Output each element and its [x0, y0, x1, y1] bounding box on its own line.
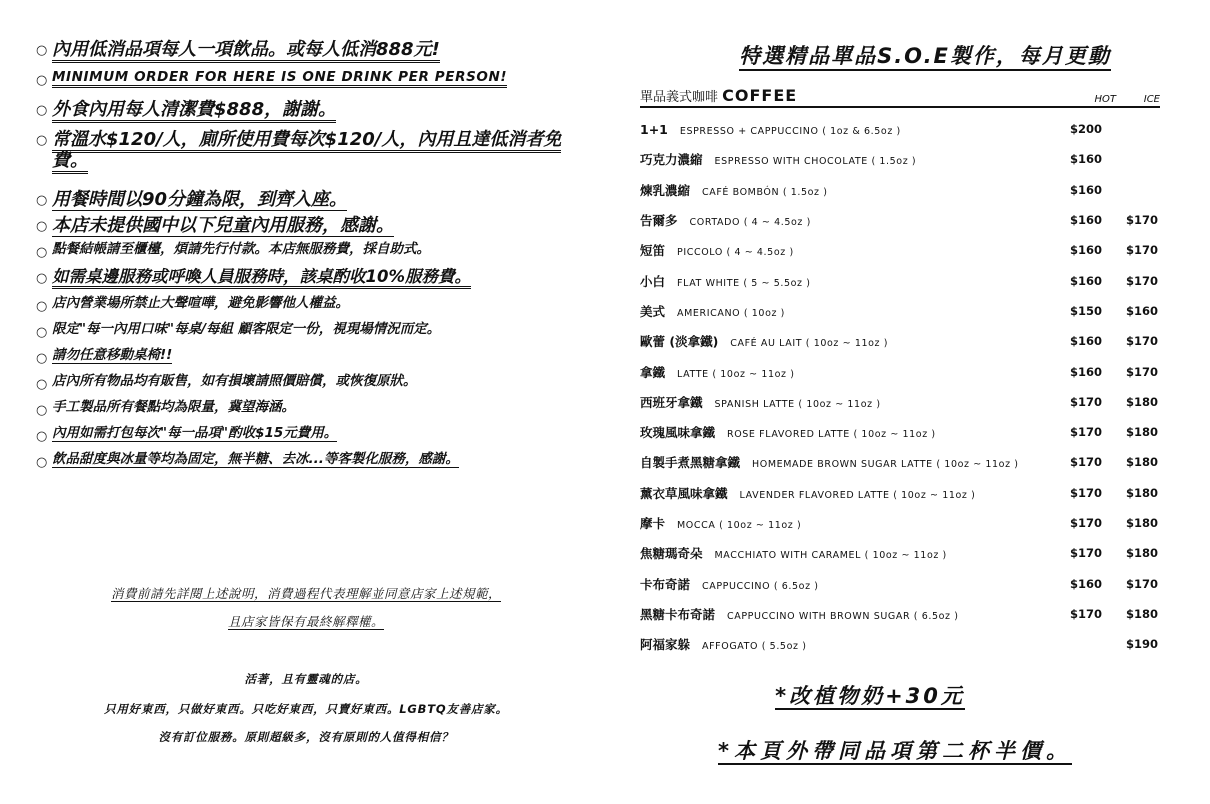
price-hot: $200 — [1070, 122, 1103, 137]
section-title: 單品義式咖啡 COFFEE — [640, 86, 798, 105]
price-ice: $180 — [1126, 546, 1159, 561]
price-ice: $180 — [1126, 516, 1159, 530]
motto-line: 只用好東西，只做好東西。只吃好東西，只賣好東西。LGBTQ友善店家。 — [104, 702, 508, 716]
rule-text: 手工製品所有餐點均為限量，冀望海涵。 — [52, 399, 295, 415]
menu-item — [640, 568, 1170, 598]
circle-bullet-icon: ○ — [36, 193, 48, 208]
item-name — [640, 272, 1070, 290]
rule-text: 點餐結帳請至櫃檯，煩請先行付款。本店無服務費，採自助式。 — [52, 241, 430, 257]
circle-bullet-icon: ○ — [36, 219, 48, 234]
price-hot: $160 — [1070, 213, 1103, 228]
item-name — [640, 605, 1070, 623]
item-name-en: CAFÉ BOMBÓN ( 1.5oz ) — [702, 186, 828, 198]
item-name — [640, 332, 1070, 350]
item-name — [640, 514, 1070, 532]
price-hot: $170 — [1070, 425, 1103, 440]
menu-item — [640, 417, 1170, 447]
item-name — [640, 122, 1070, 137]
rule-text: 店內所有物品均有販售，如有損壞請照價賠償，或恢復原狀。 — [52, 373, 417, 389]
price-hot: $150 — [1070, 303, 1103, 318]
item-name — [640, 363, 1070, 381]
plant-milk-note: *改植物奶+30元 — [775, 684, 965, 708]
coffee-menu — [640, 40, 1170, 659]
menu-item — [640, 144, 1170, 174]
price-hot: $170 — [1070, 394, 1103, 409]
rule-item — [36, 130, 596, 190]
item-name-zh: 煉乳濃縮 — [640, 182, 691, 198]
item-name-en: ESPRESSO WITH CHOCOLATE ( 1.5oz ) — [714, 156, 917, 168]
price-hot: $160 — [1070, 273, 1103, 288]
menu-item — [640, 387, 1170, 417]
menu-item — [640, 599, 1170, 629]
item-name-en: ROSE FLAVORED LATTE ( 10oz ~ 11oz ) — [727, 429, 936, 441]
item-name-zh: 小白 — [640, 273, 666, 289]
item-name-zh: 歐蕾 (淡拿鐵) — [640, 334, 719, 350]
item-name — [640, 393, 1070, 411]
price-hot: $160 — [1070, 152, 1103, 167]
item-name-zh: 阿福家躲 — [640, 637, 691, 653]
item-name — [640, 302, 1070, 320]
column-header-ice: ICE — [1143, 94, 1160, 105]
rule-item — [36, 216, 596, 242]
price-ice: $180 — [1126, 455, 1159, 470]
rule-text: 限定"每一內用口味"每桌/每組 顧客限定一份，視現場情況而定。 — [52, 321, 441, 337]
item-name-en: CAPPUCCINO ( 6.5oz ) — [702, 580, 819, 592]
price-ice: $180 — [1126, 394, 1159, 409]
item-name-en: HOMEMADE BROWN SUGAR LATTE ( 10oz ~ 11oz ) — [752, 459, 1019, 471]
rule-item — [36, 400, 596, 426]
item-name — [640, 241, 1070, 259]
price-hot: $170 — [1070, 485, 1103, 500]
circle-bullet-icon: ○ — [36, 73, 48, 88]
circle-bullet-icon: ○ — [36, 429, 48, 444]
circle-bullet-icon: ○ — [36, 403, 48, 418]
menu-item — [640, 356, 1170, 386]
circle-bullet-icon: ○ — [36, 377, 48, 392]
rule-text: 外食內用每人清潔費$888，謝謝。 — [52, 99, 336, 123]
item-name-zh: 短笛 — [640, 243, 666, 259]
menu-section-header — [640, 86, 1160, 108]
price-ice: $170 — [1126, 273, 1159, 288]
item-name-zh: 巧克力濃縮 — [640, 152, 703, 168]
menu-item — [640, 629, 1170, 659]
circle-bullet-icon: ○ — [36, 133, 48, 148]
circle-bullet-icon: ○ — [36, 43, 48, 58]
item-name-en: SPANISH LATTE ( 10oz ~ 11oz ) — [714, 398, 881, 410]
rule-item — [36, 190, 596, 216]
item-name-zh: 玫瑰風味拿鐵 — [640, 425, 716, 441]
circle-bullet-icon: ○ — [36, 271, 48, 286]
item-name — [640, 423, 1070, 441]
rule-item — [36, 40, 596, 70]
price-ice: $170 — [1126, 364, 1159, 379]
motto-line: 活著，且有靈魂的店。 — [244, 672, 368, 686]
item-name-en: CAPPUCCINO WITH BROWN SUGAR ( 6.5oz ) — [727, 610, 959, 622]
price-hot: $170 — [1070, 546, 1103, 561]
price-ice: $190 — [1126, 637, 1159, 652]
circle-bullet-icon: ○ — [36, 245, 48, 260]
item-name — [640, 150, 1070, 168]
item-name-en: AFFOGATO ( 5.5oz ) — [702, 641, 807, 653]
circle-bullet-icon: ○ — [36, 351, 48, 366]
price-hot: $160 — [1070, 334, 1103, 349]
column-header-hot: HOT — [1094, 94, 1116, 105]
rule-text: 內用低消品項每人一項飲品。或每人低消888元! — [52, 39, 440, 63]
rule-item — [36, 374, 596, 400]
price-hot: $160 — [1070, 243, 1103, 258]
rule-text: 請勿任意移動桌椅!! — [52, 347, 173, 363]
rule-text: 常溫水$120/人，廁所使用費每次$120/人，內用且達低消者免費。 — [52, 129, 561, 174]
rule-item — [36, 70, 596, 100]
item-name-en: CORTADO ( 4 ~ 4.5oz ) — [689, 217, 811, 229]
menu-item — [640, 265, 1170, 295]
notice-line: 消費前請先詳閱上述說明，消費過程代表理解並同意店家上述規範， — [110, 586, 501, 601]
house-rules — [36, 40, 596, 478]
rule-text: 如需桌邊服務或呼喚人員服務時，該桌酌收10%服務費。 — [52, 267, 471, 289]
circle-bullet-icon: ○ — [36, 455, 48, 470]
menu-item — [640, 114, 1170, 144]
rule-text: MINIMUM ORDER FOR HERE IS ONE DRINK PER PERSON! — [52, 69, 507, 88]
item-name-zh: 焦糖瑪奇朵 — [640, 546, 703, 562]
price-hot: $170 — [1070, 606, 1103, 621]
circle-bullet-icon: ○ — [36, 299, 48, 314]
item-name-zh: 黑糖卡布奇諾 — [640, 606, 716, 622]
item-name-en: ESPRESSO + CAPPUCCINO ( 1oz & 6.5oz ) — [679, 125, 901, 137]
item-name — [640, 453, 1070, 471]
item-name-en: LAVENDER FLAVORED LATTE ( 10oz ~ 11oz ) — [739, 489, 976, 501]
menu-item — [640, 205, 1170, 235]
rule-item — [36, 268, 596, 296]
price-hot: $160 — [1070, 182, 1103, 197]
price-hot: $170 — [1070, 455, 1103, 470]
item-name-zh: 自製手煮黑糖拿鐵 — [640, 455, 741, 471]
menu-item — [640, 296, 1170, 326]
item-name-en: MACCHIATO WITH CARAMEL ( 10oz ~ 11oz ) — [714, 550, 947, 562]
rule-item — [36, 452, 596, 478]
menu-item-list — [640, 114, 1170, 659]
item-name-en: PICCOLO ( 4 ~ 4.5oz ) — [677, 247, 794, 259]
item-name-en: FLAT WHITE ( 5 ~ 5.5oz ) — [677, 277, 811, 289]
item-name — [640, 544, 1070, 562]
price-hot: $170 — [1070, 516, 1103, 530]
price-ice: $160 — [1126, 303, 1159, 318]
motto-line: 沒有訂位服務。原則超級多，沒有原則的人值得相信？ — [158, 730, 454, 744]
menu-item — [640, 508, 1170, 538]
notice-line: 且店家皆保有最終解釋權。 — [227, 614, 384, 629]
item-name-zh: 美式 — [640, 303, 666, 319]
price-ice: $170 — [1126, 243, 1159, 258]
rule-text: 本店未提供國中以下兒童內用服務，感謝。 — [52, 215, 394, 236]
rule-item — [36, 322, 596, 348]
price-ice: $180 — [1126, 485, 1159, 500]
item-name-en: MOCCA ( 10oz ~ 11oz ) — [677, 520, 802, 531]
item-name-zh: 薰衣草風味拿鐵 — [640, 485, 728, 501]
item-name — [640, 575, 1070, 593]
rule-item — [36, 100, 596, 130]
menu-item — [640, 235, 1170, 265]
item-name — [640, 635, 1070, 653]
rule-item — [36, 426, 596, 452]
price-ice: $180 — [1126, 425, 1159, 440]
rule-text: 店內營業場所禁止大聲喧嘩，避免影響他人權益。 — [52, 295, 349, 311]
menu-item — [640, 478, 1170, 508]
circle-bullet-icon: ○ — [36, 103, 48, 118]
circle-bullet-icon: ○ — [36, 325, 48, 340]
rule-text: 用餐時間以90分鐘為限，到齊入座。 — [52, 189, 348, 210]
rule-text: 飲品甜度與冰量等均為固定，無半糖、去冰...等客製化服務，感謝。 — [52, 451, 459, 467]
menu-item — [640, 326, 1170, 356]
item-name-zh: 拿鐵 — [640, 364, 666, 380]
price-hot: $160 — [1070, 576, 1103, 591]
item-name-zh: 摩卡 — [640, 516, 666, 531]
item-name-zh: 1+1 — [640, 121, 668, 137]
item-name-en: LATTE ( 10oz ~ 11oz ) — [677, 368, 795, 380]
item-name — [640, 211, 1070, 229]
price-ice: $170 — [1126, 334, 1159, 349]
price-ice: $170 — [1126, 576, 1159, 591]
item-name-zh: 告爾多 — [640, 213, 678, 229]
price-hot: $160 — [1070, 364, 1103, 379]
menu-item — [640, 538, 1170, 568]
takeaway-note: *本頁外帶同品項第二杯半價。 — [718, 739, 1072, 763]
item-name — [640, 484, 1070, 502]
menu-item — [640, 175, 1170, 205]
price-ice: $170 — [1126, 213, 1159, 228]
rule-item — [36, 348, 596, 374]
item-name-zh: 西班牙拿鐵 — [640, 394, 703, 410]
menu-item — [640, 447, 1170, 477]
item-name — [640, 181, 1070, 199]
rule-item — [36, 242, 596, 268]
rule-item — [36, 296, 596, 322]
item-name-zh: 卡布奇諾 — [640, 576, 691, 592]
menu-title: 特選精品單品S.O.E製作，每月更動 — [680, 40, 1170, 70]
item-name-en: CAFÉ AU LAIT ( 10oz ~ 11oz ) — [730, 338, 889, 350]
price-ice: $180 — [1126, 606, 1159, 621]
item-name-en: AMERICANO ( 10oz ) — [677, 307, 785, 319]
rule-text: 內用如需打包每次"每一品項"酌收$15元費用。 — [52, 425, 338, 441]
